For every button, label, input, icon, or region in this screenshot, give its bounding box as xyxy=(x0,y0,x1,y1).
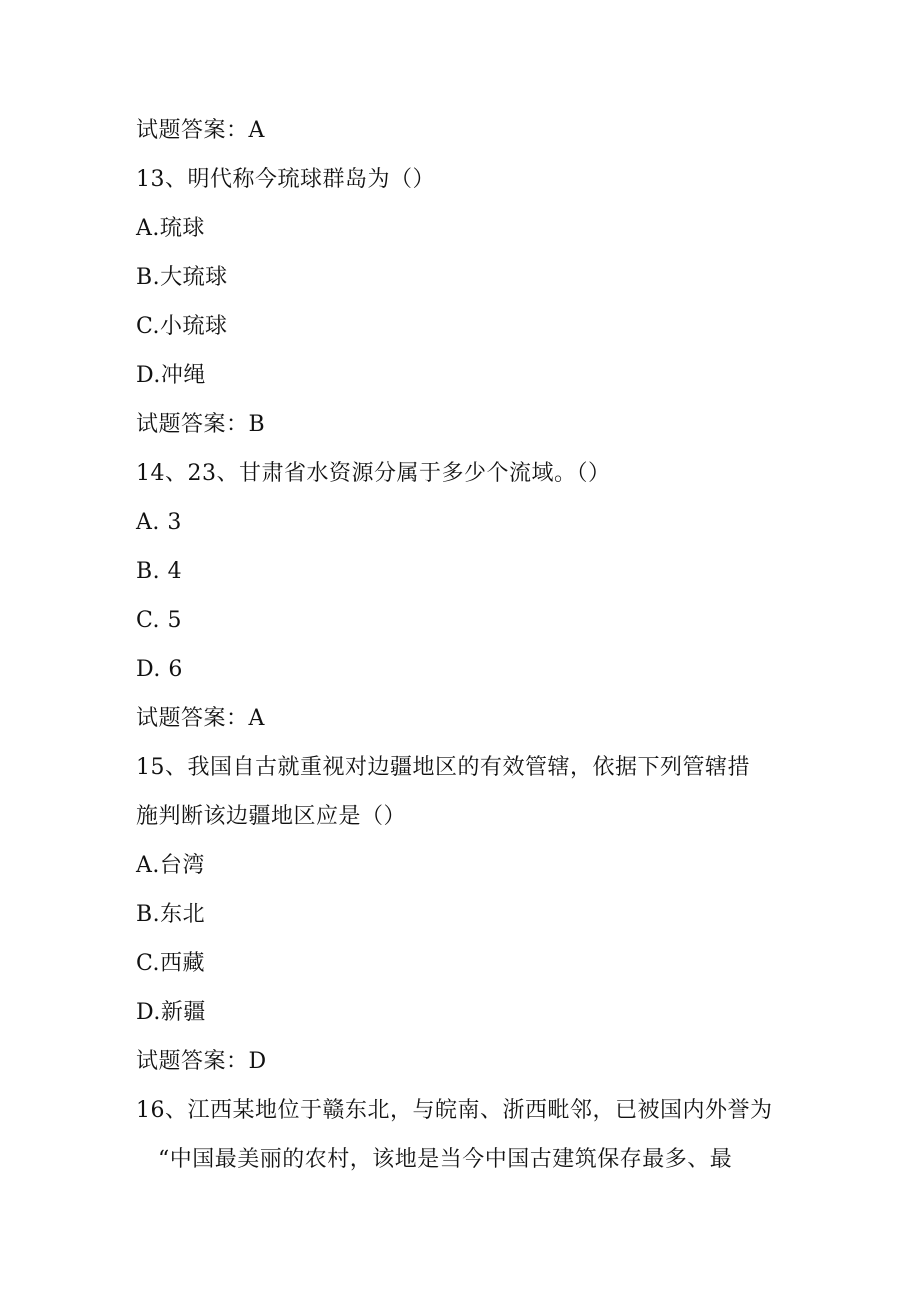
question-14-option-b: B. 4 xyxy=(136,559,183,584)
question-13-option-c: C.小琉球 xyxy=(136,314,228,339)
answer-line-13: 试题答案：B xyxy=(136,412,266,437)
question-13-stem: 13、明代称今琉球群岛为（） xyxy=(136,167,435,192)
question-13-option-a: A.琉球 xyxy=(136,216,205,241)
question-14-option-d: D. 6 xyxy=(136,657,183,682)
question-14-stem: 14、23、甘肃省水资源分属于多少个流域。（） xyxy=(136,461,611,486)
question-15-option-b: B.东北 xyxy=(136,902,206,927)
question-15-stem-continued: 施判断该边疆地区应是（） xyxy=(136,804,407,829)
question-15-stem: 15、我国自古就重视对边疆地区的有效管辖，依据下列管辖措 xyxy=(136,755,750,780)
question-15-option-c: C.西藏 xyxy=(136,951,206,976)
question-14-option-a: A. 3 xyxy=(136,510,182,535)
answer-line-14: 试题答案：A xyxy=(136,706,265,731)
answer-line-15: 试题答案：D xyxy=(136,1049,267,1074)
question-15-option-a: A.台湾 xyxy=(136,853,205,878)
question-14-option-c: C. 5 xyxy=(136,608,183,633)
question-13-option-d: D.冲绳 xyxy=(136,363,206,388)
answer-line-12: 试题答案：A xyxy=(136,118,265,143)
question-16-stem-continued: “中国最美丽的农村，该地是当今中国古建筑保存最多、最 xyxy=(158,1147,733,1172)
question-16-stem: 16、江西某地位于赣东北，与皖南、浙西毗邻，已被国内外誉为 xyxy=(136,1098,773,1123)
question-13-option-b: B.大琉球 xyxy=(136,265,228,290)
question-15-option-d: D.新疆 xyxy=(136,1000,206,1025)
